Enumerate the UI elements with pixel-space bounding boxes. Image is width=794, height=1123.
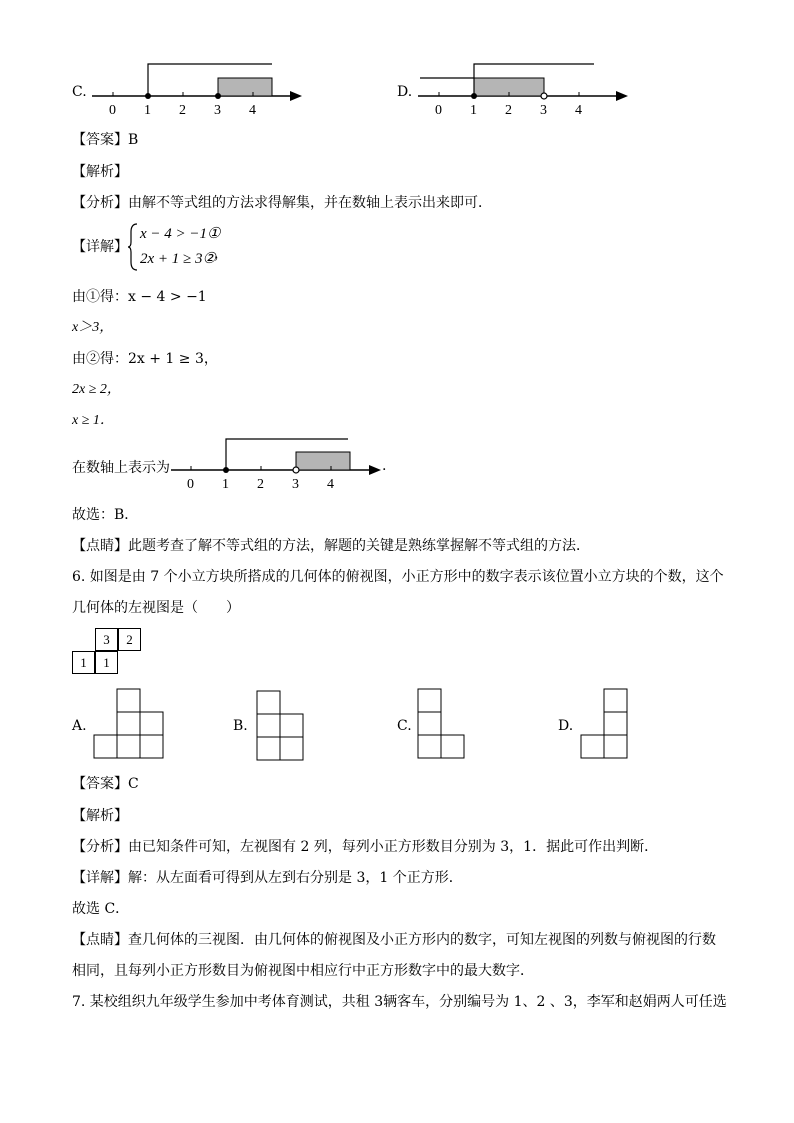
open-dot	[541, 93, 547, 99]
solid-dot	[471, 93, 477, 99]
tick-label: 1	[470, 103, 477, 118]
option-c6-view	[417, 688, 469, 762]
axis-arrow-icon	[290, 91, 302, 101]
brace-icon	[127, 222, 139, 272]
q5-step: 由②得：2x + 1 ≥ 3，	[72, 351, 218, 367]
q6-analysis-heading: 【解析】	[72, 808, 128, 824]
option-c-number-line	[88, 58, 308, 118]
option-d-label: D.	[397, 84, 413, 100]
tick-label: 0	[435, 103, 442, 118]
shaded-region	[218, 78, 272, 96]
q6-dianjing: 【点睛】查几何体的三视图．由几何体的俯视图及小正方形内的数字，可知左视图的列数与俯视图的行数	[72, 932, 716, 948]
grid-cell: 3	[95, 628, 118, 651]
tick-label: 2	[505, 103, 512, 118]
q5-answer: 【答案】B	[72, 132, 139, 148]
grid-cell: 1	[95, 651, 118, 674]
q5-fenxi: 【分析】由解不等式组的方法求得解集，并在数轴上表示出来即可．	[72, 195, 492, 211]
tick-label: 0	[109, 103, 116, 118]
tick-label: 3	[292, 477, 299, 492]
brace-comma: ，	[214, 246, 228, 262]
tick-label: 0	[187, 477, 194, 492]
axis-arrow-icon	[616, 91, 628, 101]
q6-dianjing: 相同，且每列小正方形数目为俯视图中相应行中正方形数字中的最大数字．	[72, 963, 534, 979]
tick-label: 1	[222, 477, 229, 492]
q6-stem: 几何体的左视图是（ ）	[72, 600, 240, 616]
option-c-label: C.	[72, 84, 87, 100]
tick-label: 3	[214, 103, 221, 118]
q5-xiangjie-label: 【详解】	[72, 239, 128, 255]
number-line-label: 在数轴上表示为	[72, 460, 170, 476]
q5-step: 由①得：x − 4 > −1	[72, 289, 207, 305]
q6-answer: 【答案】C	[72, 776, 139, 792]
q5-step: 2x ≥ 2，	[72, 382, 121, 397]
q5-dianjing: 【点睛】此题考查了解不等式组的方法，解题的关键是熟练掌握解不等式组的方法．	[72, 538, 590, 554]
q6-stem: 6. 如图是由 7 个小立方块所搭成的几何体的俯视图，小正方形中的数字表示该位置小立方块的个数，这个	[72, 569, 724, 585]
option-b-view	[256, 690, 308, 764]
tick-label: 2	[257, 477, 264, 492]
tick-label: 3	[540, 103, 547, 118]
q5-step: x ≥ 1．	[72, 413, 114, 428]
option-b-label: B.	[233, 718, 248, 734]
axis-arrow-icon	[369, 465, 381, 475]
inequality-2: 2x + 1 ≥ 3②	[140, 251, 216, 267]
solid-dot	[223, 467, 229, 473]
inequality-1: x − 4 > −1①	[140, 226, 221, 242]
q5-analysis-heading: 【解析】	[72, 164, 128, 180]
option-d6-label: D.	[558, 718, 574, 734]
q5-step: x＞3，	[72, 320, 114, 335]
option-d6-view	[580, 688, 632, 762]
solid-dot	[145, 93, 151, 99]
option-a-view	[93, 688, 167, 762]
tick-label: 4	[575, 103, 582, 118]
grid-cell: 2	[118, 628, 141, 651]
solution-number-line	[167, 432, 391, 492]
q5-choose: 故选：B．	[72, 507, 139, 523]
tick-label: 4	[327, 477, 334, 492]
option-c6-label: C.	[397, 718, 412, 734]
q7-stem: 7. 某校组织九年级学生参加中考体育测试，共租 3辆客车，分别编号为 1、2 、3，李军和赵娟两人可任选	[72, 994, 727, 1010]
q6-xiangjie: 【详解】解：从左面看可得到从左到右分别是 3，1 个正方形．	[72, 870, 463, 886]
tick-label: 4	[249, 103, 256, 118]
q6-fenxi: 【分析】由已知条件可知，左视图有 2 列，每列小正方形数目分别为 3，1．据此可作出判断．	[72, 839, 659, 855]
number-line-end: .	[382, 458, 387, 474]
shaded-region	[296, 452, 350, 470]
grid-cell: 1	[72, 651, 95, 674]
tick-label: 1	[144, 103, 151, 118]
open-dot	[293, 467, 299, 473]
option-d-number-line	[414, 58, 636, 118]
tick-label: 2	[179, 103, 186, 118]
option-a-label: A.	[72, 718, 87, 734]
solid-dot	[215, 93, 221, 99]
q6-choose: 故选 C．	[72, 901, 130, 917]
